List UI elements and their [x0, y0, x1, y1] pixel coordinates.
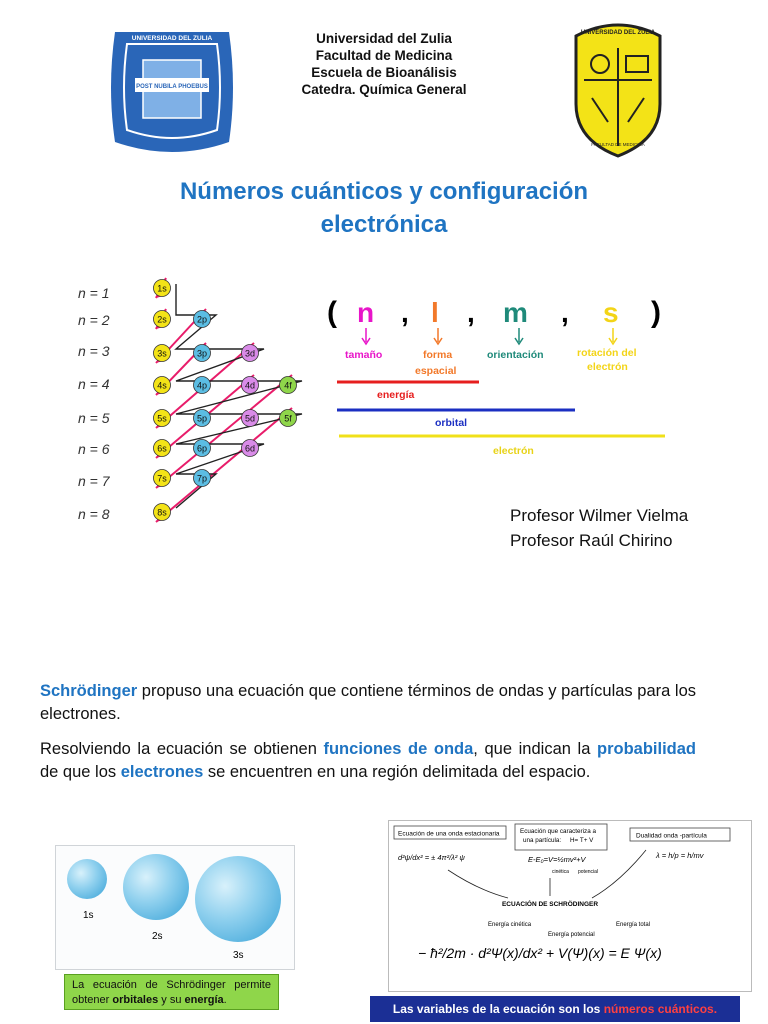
- label-l-2: espacial: [415, 365, 457, 377]
- footer-numeros-cuanticos: números cuánticos.: [603, 1002, 718, 1016]
- p2-t1: Resolviendo la ecuación se obtienen: [40, 740, 324, 758]
- box1-text: Ecuación de una onda estacionaria: [398, 830, 500, 838]
- shield-ring-text: UNIVERSIDAD DEL ZULIA: [580, 30, 656, 36]
- p2-funciones: funciones de onda: [323, 740, 474, 758]
- label-n: tamaño: [345, 349, 383, 361]
- orbital-label-6s: 6s: [157, 443, 167, 454]
- faculty-shield-right: [570, 18, 666, 160]
- comma-3: ,: [561, 297, 569, 328]
- box3-text: Dualidad onda -partícula: [636, 832, 707, 840]
- level-label: n = 5: [78, 410, 110, 426]
- box2c-text: H= T+ V: [570, 837, 594, 844]
- bar-label-energia: energía: [377, 389, 415, 401]
- label-total: Energía total: [616, 922, 651, 928]
- label-s-1: rotación del: [577, 347, 637, 359]
- main-equation: − ħ²/2m · d²Ψ(x)/dx² + V(Ψ)(x) = E Ψ(x): [418, 945, 662, 961]
- caption-orbitales: orbitales: [112, 994, 159, 1006]
- label-potencial: Energía potencial: [548, 932, 595, 938]
- eq-particle: E-E₀=V=½mv²+V: [528, 855, 586, 864]
- orbital-label-5p: 5p: [196, 413, 208, 424]
- orbital-label-4s: 4s: [157, 380, 167, 391]
- orbital-label-2p: 2p: [196, 314, 208, 325]
- bar-label-orbital: orbital: [435, 417, 468, 429]
- orbital-label-5s: 5s: [157, 413, 167, 424]
- caption-t1: La ecuación de Schrödinger permite obtener: [72, 979, 271, 1006]
- box2b-text: una partícula:: [523, 837, 562, 844]
- label-cinetica: Energía cinética: [488, 922, 532, 928]
- sphere-label-2s: 2s: [152, 931, 163, 942]
- symbol-m: m: [503, 297, 528, 328]
- level-label: n = 4: [78, 376, 110, 392]
- eq-standing-wave: d²ψ/dx² = ± 4π²/λ² ψ: [398, 853, 465, 862]
- header-line-1: Universidad del Zulia: [316, 31, 452, 46]
- symbol-s: s: [603, 297, 619, 328]
- p2-t3: de que los: [40, 763, 121, 781]
- level-label: n = 8: [78, 506, 110, 522]
- caption-t2: y su: [158, 994, 185, 1006]
- footer-bar: [370, 996, 740, 1022]
- label-l-1: forma: [423, 349, 453, 361]
- professor-2: Profesor Raúl Chirino: [510, 531, 673, 550]
- level-label: n = 1: [78, 285, 110, 301]
- caption-t3: .: [223, 994, 227, 1006]
- orbital-spheres-image: [55, 845, 295, 970]
- caption-box: [64, 974, 279, 1010]
- orbital-label-4p: 4p: [196, 380, 208, 391]
- header-line-4: Catedra. Química General: [301, 82, 467, 97]
- orbital-label-3s: 3s: [157, 348, 167, 359]
- quantum-numbers-panel: [325, 290, 675, 465]
- level-label: n = 6: [78, 441, 110, 457]
- symbol-l: l: [431, 297, 439, 328]
- professor-list: [510, 503, 688, 553]
- level-label: n = 2: [78, 312, 110, 328]
- orbital-label-1s: 1s: [157, 283, 167, 294]
- p2-t2: , que indican la: [473, 740, 597, 758]
- paragraph1-text: propuso una ecuación que contiene términos de ondas y partículas para los electrones.: [40, 682, 696, 723]
- eq2-cinetica: cinética: [552, 869, 569, 875]
- schrodinger-name: Schrödinger: [40, 682, 138, 700]
- p2-probabilidad: probabilidad: [596, 740, 696, 758]
- orbital-label-5f: 5f: [284, 413, 292, 424]
- sphere-3s: [195, 856, 281, 942]
- p2-electrones: electrones: [120, 763, 204, 781]
- sphere-label-1s: 1s: [83, 910, 94, 921]
- orbital-label-4d: 4d: [244, 380, 256, 391]
- orbital-label-6d: 6d: [244, 443, 256, 454]
- orbital-label-6p: 6p: [196, 443, 208, 454]
- symbol-n: n: [357, 297, 375, 328]
- header-line-2: Facultad de Medicina: [315, 48, 453, 63]
- level-label: n = 7: [78, 473, 110, 489]
- schrodinger-equation-panel: [388, 820, 752, 992]
- sphere-1s: [67, 859, 107, 899]
- comma-1: ,: [401, 297, 409, 328]
- box2a-text: Ecuación que caracteriza a: [520, 828, 596, 835]
- orbital-label-3p: 3p: [196, 348, 208, 359]
- aufbau-diagram: [70, 270, 310, 530]
- orbital-label-8s: 8s: [157, 507, 167, 518]
- diagonal-arrow: [156, 375, 292, 488]
- orbital-label-4f: 4f: [284, 380, 292, 391]
- paren-close: ): [651, 296, 661, 329]
- label-m: orientación: [487, 349, 544, 361]
- header-line-3: Escuela de Bioanálisis: [311, 65, 457, 80]
- orbital-label-5d: 5d: [244, 413, 256, 424]
- seal-banner: POST NUBILA PHOEBUS: [136, 84, 208, 90]
- diagonal-arrow: [156, 408, 292, 522]
- seal-ring-text: UNIVERSIDAD DEL ZULIA: [131, 35, 213, 42]
- footer-t1: Las variables de la ecuación son los: [392, 1002, 604, 1016]
- comma-2: ,: [467, 297, 475, 328]
- sphere-label-3s: 3s: [233, 950, 244, 961]
- page-title: [84, 175, 684, 241]
- sphere-2s: [123, 854, 189, 920]
- caption-energia: energía: [184, 994, 224, 1006]
- title-line-1: Números cuánticos y configuración: [179, 178, 589, 205]
- university-seal-left: [105, 22, 239, 155]
- professor-1: Profesor Wilmer Vielma: [510, 506, 689, 525]
- level-label: n = 3: [78, 343, 110, 359]
- eq2-potencial: potencial: [578, 869, 599, 875]
- main-label: ECUACIÓN DE SCHRÖDINGER: [501, 901, 599, 908]
- label-s-2: electrón: [587, 361, 628, 373]
- orbital-label-7p: 7p: [196, 473, 208, 484]
- p2-t4: se encuentren en una región delimitada del espacio.: [203, 763, 591, 781]
- eq-duality: λ = h/p = h/mv: [656, 851, 704, 860]
- paragraph-schrodinger: [40, 680, 696, 726]
- paragraph-wave-functions: [40, 738, 696, 784]
- orbital-label-3d: 3d: [244, 348, 256, 359]
- bar-label-electron: electrón: [493, 445, 534, 457]
- orbital-label-7s: 7s: [157, 473, 167, 484]
- institution-header: [234, 30, 534, 98]
- title-line-2: electrónica: [320, 211, 448, 238]
- paren-open: (: [327, 296, 337, 329]
- orbital-label-2s: 2s: [157, 314, 167, 325]
- shield-banner: FACULTAD DE MEDICINA: [591, 142, 645, 147]
